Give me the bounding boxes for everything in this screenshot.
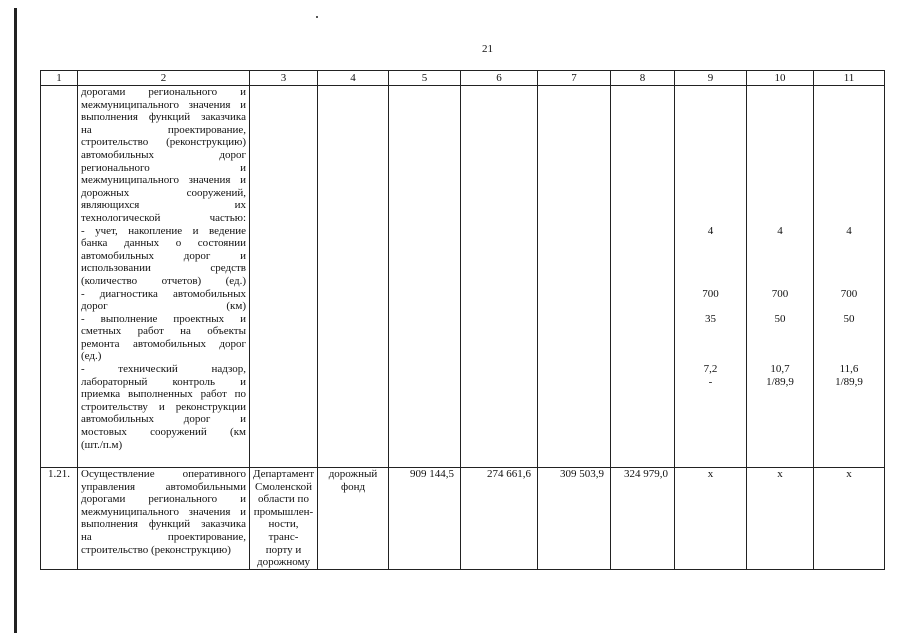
row2-col5-cell: 909 144,5 (389, 468, 461, 570)
indicator-value: 1/89,9 (766, 375, 794, 388)
spacer (750, 199, 810, 212)
row2-number-cell: 1.21. (41, 468, 78, 570)
spacer (750, 149, 810, 162)
column-header-8: 8 (611, 71, 675, 86)
text-line: дорогами регионального и (81, 86, 246, 98)
indicator-value: 7,2 (703, 363, 718, 376)
text-line: - технический надзор, (81, 363, 246, 376)
row2-source-cell (318, 468, 389, 570)
text-line: строительство (реконструкцию) (81, 543, 231, 556)
scan-margin-bar (14, 8, 17, 633)
text-line: межмуниципального значения и (81, 174, 246, 187)
spacer (678, 325, 743, 338)
spacer (750, 212, 810, 225)
spacer (817, 237, 881, 250)
row1-description-cell (78, 86, 250, 468)
spacer (750, 86, 810, 99)
column-header-10: 10 (747, 71, 814, 86)
column-header-11: 11 (814, 71, 885, 86)
column-header-6: 6 (461, 71, 538, 86)
indicator-value: 10,7 (770, 363, 790, 376)
indicator-value: 35 (705, 312, 716, 325)
text-line: выполнения функций заказчика (81, 518, 246, 531)
text-line: межмуниципального значения и (81, 505, 246, 518)
spacer (750, 99, 810, 112)
text-line: мостовых сооружений (км (81, 426, 246, 439)
text-line: - выполнение проектных и (81, 312, 246, 325)
text-line: порту и (265, 543, 302, 556)
text-line: банка данных о состоянии (81, 237, 246, 250)
text-line: сметных работ на объекты (81, 325, 246, 338)
spacer (750, 325, 810, 338)
text-line: (шт./п.м) (81, 438, 123, 451)
spacer (817, 275, 881, 288)
row2-col11-cell: х (814, 468, 885, 570)
indicator-value: 4 (846, 224, 852, 237)
indicator-value: 50 (774, 312, 786, 325)
text-line: приемка выполненных работ по (81, 388, 246, 401)
spacer (678, 350, 743, 363)
text-line: ремонта автомобильных дорог (81, 337, 246, 350)
spacer (817, 338, 881, 351)
spacer (817, 300, 881, 313)
text-line: на проектирование, (81, 123, 246, 136)
row1-source-cell (318, 86, 389, 468)
spacer (750, 162, 810, 175)
column-header-9: 9 (675, 71, 747, 86)
spacer (817, 86, 881, 99)
spacer (678, 174, 743, 187)
spacer (750, 300, 810, 313)
row2-col9-cell: х (675, 468, 747, 570)
spacer (750, 262, 810, 275)
page-number: 21 (482, 43, 493, 55)
text-line: автомобильных дорог (81, 148, 246, 161)
spacer (817, 350, 881, 363)
text-line: лабораторный контроль и (81, 375, 246, 388)
row1-col7-cell (538, 86, 611, 468)
spacer (678, 162, 743, 175)
text-line: использовании средств (81, 262, 246, 275)
program-table (40, 70, 885, 570)
spacer (678, 111, 743, 124)
column-header-2: 2 (78, 71, 250, 86)
spacer (678, 212, 743, 225)
spacer (817, 262, 881, 275)
spacer (817, 99, 881, 112)
indicator-value: 700 (771, 287, 789, 300)
table-row (41, 86, 885, 468)
spacer (678, 199, 743, 212)
row1-col10-cell (747, 86, 814, 468)
text-line: Осуществление оперативного (81, 468, 246, 480)
indicator-value: 1/89,9 (835, 375, 863, 388)
spacer (678, 187, 743, 200)
row1-col6-cell (461, 86, 538, 468)
text-line: - диагностика автомобильных (81, 287, 246, 300)
text-line: строительству и реконструкции (81, 400, 246, 413)
spacer (678, 237, 743, 250)
spacer (817, 174, 881, 187)
column-header-7: 7 (538, 71, 611, 86)
row1-col8-cell (611, 86, 675, 468)
spacer (817, 136, 881, 149)
text-line: (ед.) (81, 350, 102, 363)
column-header-4: 4 (318, 71, 389, 86)
text-line: дорожных сооружений, (81, 186, 246, 199)
spacer (750, 250, 810, 263)
spacer (817, 149, 881, 162)
text-line: фонд (340, 480, 366, 493)
spacer (817, 124, 881, 137)
indicator-value: 700 (702, 287, 719, 300)
spacer (817, 250, 881, 263)
indicator-value: 4 (707, 224, 714, 237)
column-header-5: 5 (389, 71, 461, 86)
text-line: автомобильных дорог и (81, 249, 246, 262)
spacer (678, 250, 743, 263)
row2-description-cell (78, 468, 250, 570)
spacer (678, 124, 743, 137)
text-line: дорожный (328, 468, 378, 480)
spacer (817, 111, 881, 124)
spacer (750, 275, 810, 288)
column-header-3: 3 (250, 71, 318, 86)
indicator-value: - (708, 375, 713, 388)
row2-col7-cell: 309 503,9 (538, 468, 611, 570)
spacer (750, 174, 810, 187)
text-line: дорожному (256, 556, 311, 569)
spacer (750, 136, 810, 149)
spacer (750, 338, 810, 351)
indicator-value: 4 (777, 224, 783, 237)
row1-number-cell (41, 86, 78, 468)
spacer (817, 187, 881, 200)
text-line: технологической частью: (81, 211, 246, 224)
scan-dot (316, 16, 318, 18)
text-line: промышлен- (253, 505, 314, 518)
table-row (41, 468, 885, 570)
row2-col6-cell: 274 661,6 (461, 468, 538, 570)
spacer (750, 350, 810, 363)
row2-col8-cell: 324 979,0 (611, 468, 675, 570)
spacer (817, 325, 881, 338)
spacer (678, 86, 743, 99)
spacer (678, 99, 743, 112)
text-line: (количество отчетов) (ед.) (81, 274, 246, 287)
header-row (41, 71, 885, 86)
spacer (678, 136, 743, 149)
text-line: межмуниципального значения и (81, 98, 246, 111)
spacer (817, 162, 881, 175)
text-line: - учет, накопление и ведение (81, 224, 246, 237)
row1-col5-cell (389, 86, 461, 468)
text-line: выполнения функций заказчика (81, 111, 246, 124)
text-line: ности, транс- (268, 518, 299, 543)
indicator-value: 11,6 (839, 363, 859, 376)
row1-col11-cell (814, 86, 885, 468)
spacer (678, 149, 743, 162)
spacer (817, 199, 881, 212)
text-line: регионального и (81, 161, 246, 174)
spacer (750, 237, 810, 250)
spacer (678, 262, 743, 275)
spacer (678, 300, 743, 313)
row1-col9-cell (675, 86, 747, 468)
text-line: дорогами регионального и (81, 493, 246, 506)
spacer (678, 275, 743, 288)
text-line: области по (258, 493, 309, 506)
spacer (750, 124, 810, 137)
text-line: Департамент (253, 468, 315, 480)
text-line: Смоленской (255, 480, 312, 493)
row1-executor-cell (250, 86, 318, 468)
text-line: на проектирование, (81, 530, 246, 543)
text-line: автомобильных дорог и (81, 413, 246, 426)
text-line: строительство (реконструкцию) (81, 136, 246, 149)
text-line: являющихся их (81, 199, 246, 212)
spacer (750, 187, 810, 200)
spacer (678, 338, 743, 351)
spacer (817, 212, 881, 225)
spacer (750, 111, 810, 124)
column-header-1: 1 (41, 71, 78, 86)
indicator-value: 700 (840, 287, 858, 300)
text-line: дорог (км) (81, 300, 246, 313)
indicator-value: 50 (843, 312, 855, 325)
text-line: управления автомобильными (81, 480, 246, 493)
row2-col10-cell: х (747, 468, 814, 570)
row2-executor-cell (250, 468, 318, 570)
